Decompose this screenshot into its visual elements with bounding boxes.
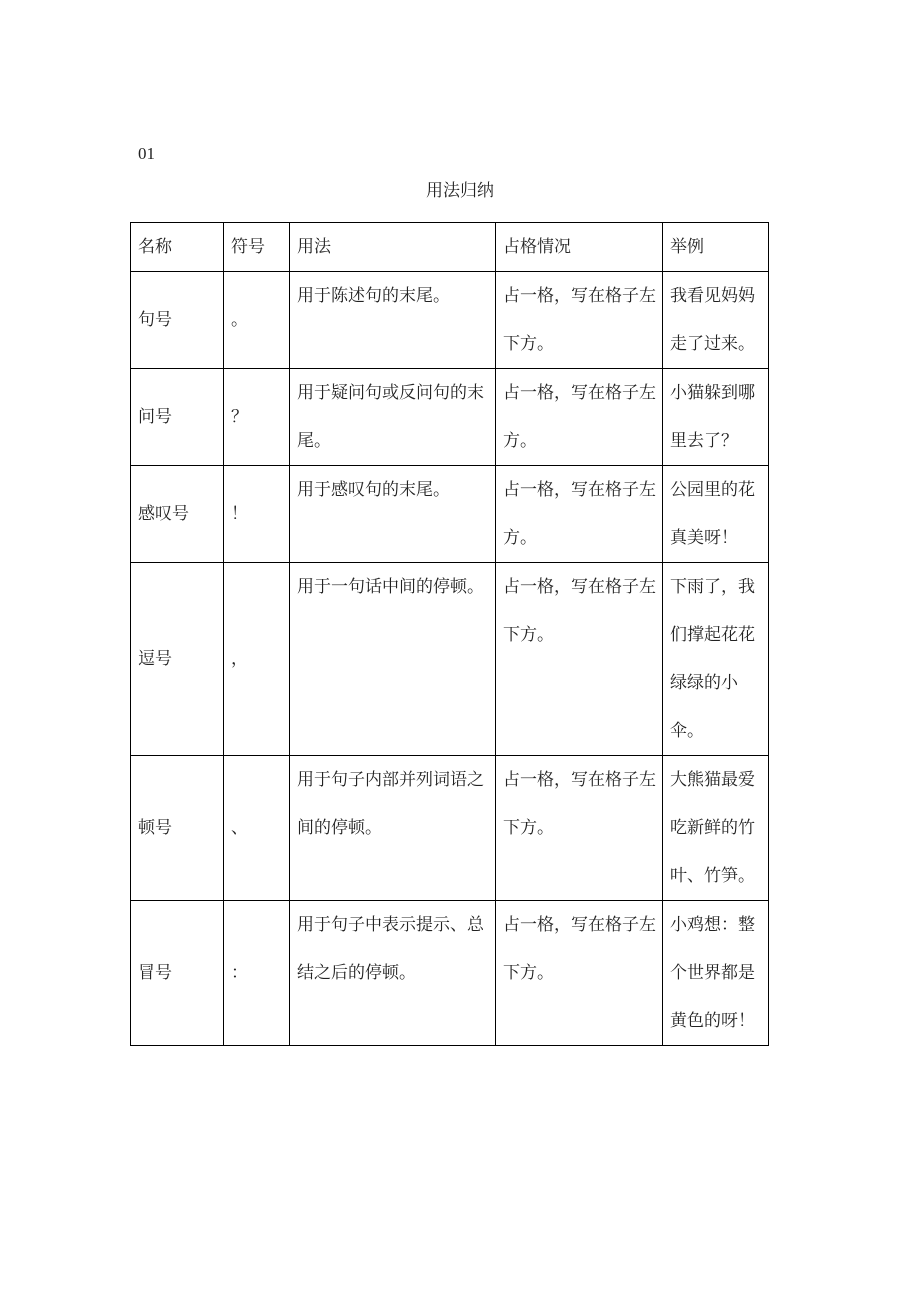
cell-symbol: ！ bbox=[224, 466, 290, 563]
cell-example: 公园里的花真美呀！ bbox=[663, 466, 769, 563]
cell-symbol: 、 bbox=[224, 756, 290, 901]
cell-symbol: ？ bbox=[224, 369, 290, 466]
header-name: 名称 bbox=[131, 223, 224, 272]
punctuation-table bbox=[130, 222, 769, 1046]
table-header-row bbox=[131, 223, 769, 272]
cell-usage: 用于一句话中间的停顿。 bbox=[290, 563, 496, 756]
page-title: 用法归纳 bbox=[426, 181, 494, 201]
table-row bbox=[131, 369, 769, 466]
cell-symbol: 。 bbox=[224, 272, 290, 369]
cell-space: 占一格，写在格子左下方。 bbox=[496, 901, 663, 1046]
cell-example: 下雨了，我们撑起花花绿绿的小伞。 bbox=[663, 563, 769, 756]
cell-name: 冒号 bbox=[131, 901, 224, 1046]
cell-example: 小鸡想：整个世界都是黄色的呀！ bbox=[663, 901, 769, 1046]
header-example: 举例 bbox=[663, 223, 769, 272]
cell-space: 占一格，写在格子左下方。 bbox=[496, 756, 663, 901]
cell-name: 句号 bbox=[131, 272, 224, 369]
cell-usage: 用于感叹句的末尾。 bbox=[290, 466, 496, 563]
cell-usage: 用于疑问句或反问句的末尾。 bbox=[290, 369, 496, 466]
table-row bbox=[131, 563, 769, 756]
cell-space: 占一格，写在格子左方。 bbox=[496, 369, 663, 466]
header-usage: 用法 bbox=[290, 223, 496, 272]
table-row bbox=[131, 901, 769, 1046]
cell-example: 我看见妈妈走了过来。 bbox=[663, 272, 769, 369]
cell-example: 小猫躲到哪里去了？ bbox=[663, 369, 769, 466]
cell-name: 感叹号 bbox=[131, 466, 224, 563]
header-symbol: 符号 bbox=[224, 223, 290, 272]
cell-name: 问号 bbox=[131, 369, 224, 466]
header-space: 占格情况 bbox=[496, 223, 663, 272]
cell-usage: 用于句子内部并列词语之间的停顿。 bbox=[290, 756, 496, 901]
table-row bbox=[131, 466, 769, 563]
section-number: 01 bbox=[138, 144, 155, 163]
cell-space: 占一格，写在格子左下方。 bbox=[496, 563, 663, 756]
cell-name: 逗号 bbox=[131, 563, 224, 756]
cell-name: 顿号 bbox=[131, 756, 224, 901]
cell-example: 大熊猫最爱吃新鲜的竹叶、竹笋。 bbox=[663, 756, 769, 901]
cell-usage: 用于句子中表示提示、总结之后的停顿。 bbox=[290, 901, 496, 1046]
table-row bbox=[131, 272, 769, 369]
table-row bbox=[131, 756, 769, 901]
cell-usage: 用于陈述句的末尾。 bbox=[290, 272, 496, 369]
cell-symbol: ， bbox=[224, 563, 290, 756]
cell-space: 占一格，写在格子左下方。 bbox=[496, 272, 663, 369]
cell-space: 占一格，写在格子左方。 bbox=[496, 466, 663, 563]
cell-symbol: ： bbox=[224, 901, 290, 1046]
